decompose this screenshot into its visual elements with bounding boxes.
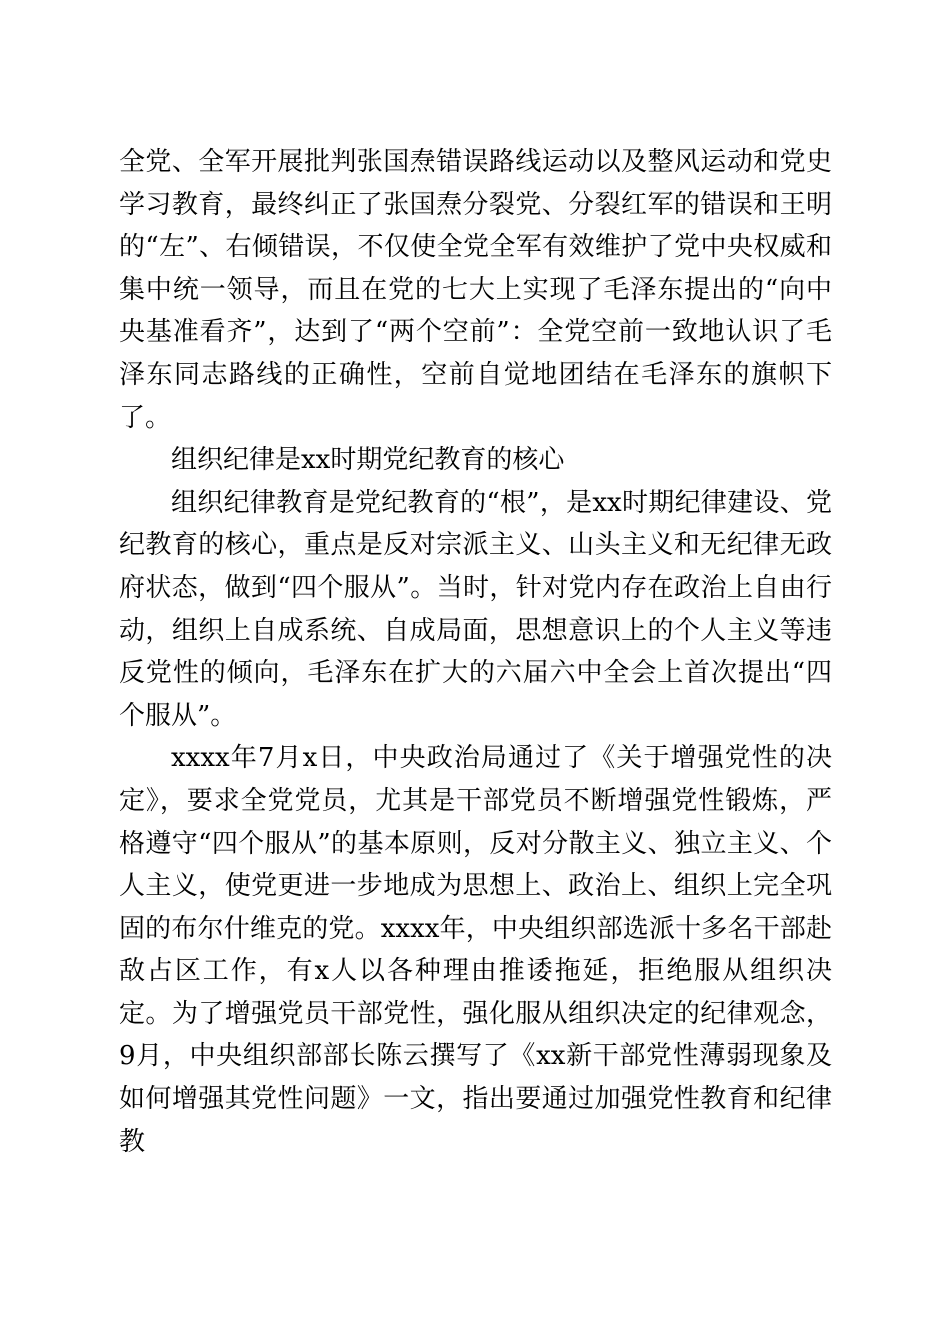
paragraph-party-spirit-decision: xxxx年7月x日，中央政治局通过了《关于增强党性的决定》，要求全党党员，尤其是干部党员不断增强党性锻炼，严格遵守“四个服从”的基本原则，反对分散主义、独立主义、个人主义，使党更进一步地成为思想上、政治上、组织上完全巩固的布尔什维克的党。xxxx年，中央组织部选派十多名干部赴敌占区工作，有x人以各种理由推诿拖延，拒绝服从组织决定。为了增强党员干部党性，强化服从组织决定的纪律观念，9月，中央组织部部长陈云撰写了《xx新干部党性薄弱现象及如何增强其党性问题》一文，指出要通过加强党性教育和纪律教 [119,743,832,1157]
paragraph-continuation: 全党、全军开展批判张国焘错误路线运动以及整风运动和党史学习教育，最终纠正了张国焘分裂党、分裂红军的错误和王明的“左”、右倾错误，不仅使全党全军有效维护了党中央权威和集中统一领导，而且在党的七大上实现了毛泽东提出的“向中央基准看齐”，达到了“两个空前”：全党空前一致地认识了毛泽东同志路线的正确性，空前自觉地团结在毛泽东的旗帜下了。 [119,147,832,433]
document-body [119,141,832,1163]
paragraph-organization-discipline: 组织纪律教育是党纪教育的“根”，是xx时期纪律建设、党纪教育的核心，重点是反对宗派主义、山头主义和无纪律无政府状态，做到“四个服从”。当时，针对党内存在政治上自由行动，组织上自成系统、自成局面，思想意识上的个人主义等违反党性的倾向，毛泽东在扩大的六届六中全会上首次提出“四个服从”。 [119,487,832,731]
section-heading: 组织纪律是xx时期党纪教育的核心 [171,445,565,476]
